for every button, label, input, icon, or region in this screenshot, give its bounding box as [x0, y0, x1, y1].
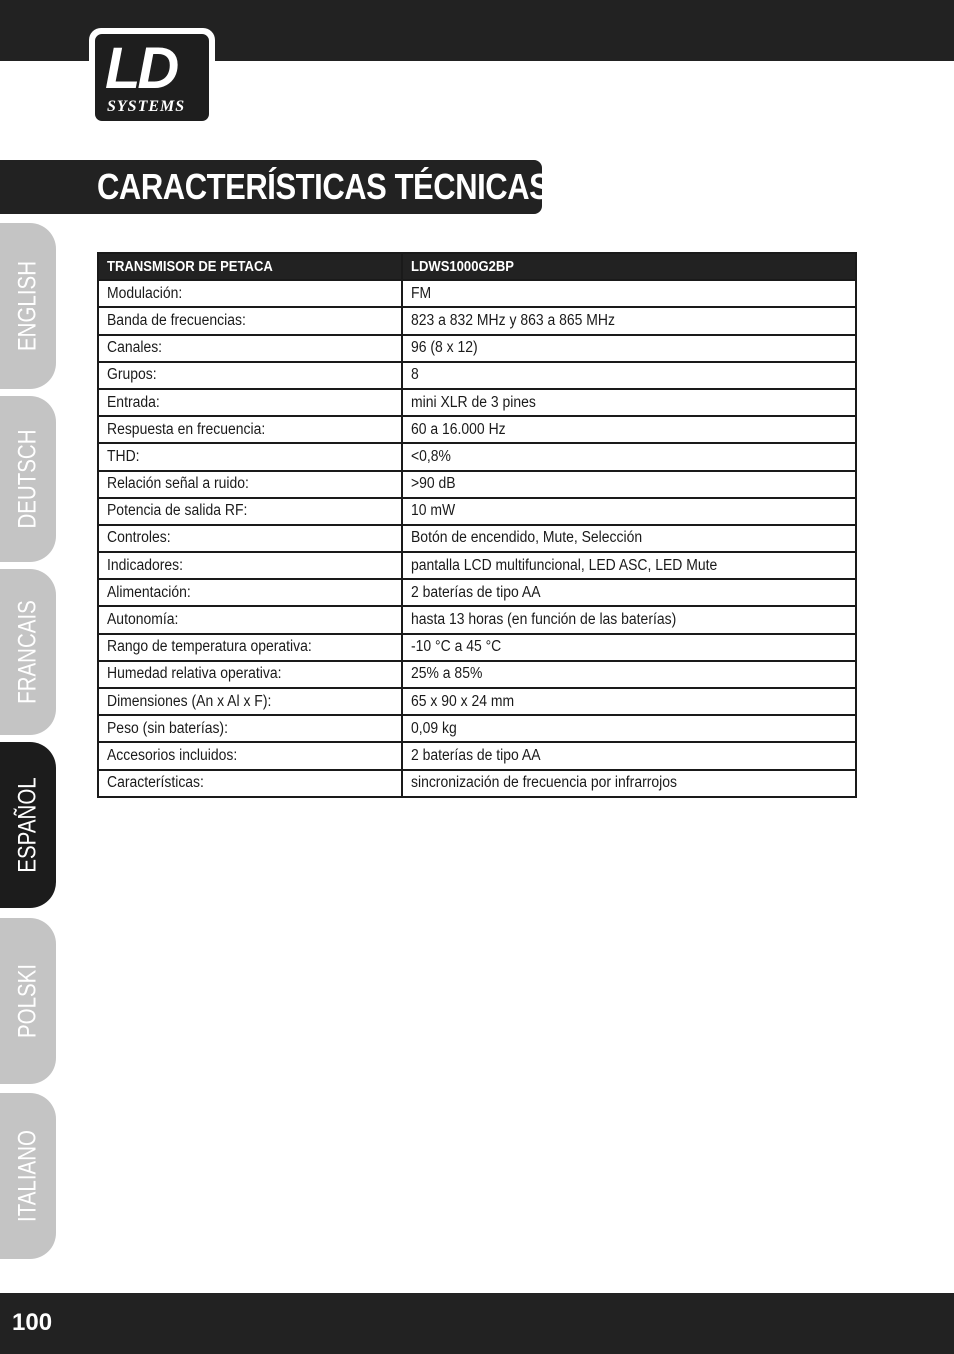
- table-row: [98, 688, 856, 715]
- table-row: [98, 770, 856, 797]
- table-row: [98, 335, 856, 362]
- spec-value-cell: Botón de encendido, Mute, Selección: [402, 525, 856, 552]
- table-row: [98, 552, 856, 579]
- table-header-cell: LDWS1000G2BP: [402, 253, 856, 280]
- spec-value-cell: 25% a 85%: [402, 661, 856, 688]
- spec-value-cell: pantalla LCD multifuncional, LED ASC, LED Mute: [402, 552, 856, 579]
- tab-label: FRANCAIS: [13, 600, 42, 704]
- spec-value-cell: sincronización de frecuencia por infrarrojos: [402, 770, 856, 797]
- spec-value-cell: <0,8%: [402, 443, 856, 470]
- spec-label-cell: Dimensiones (An x Al x F):: [98, 688, 402, 715]
- tab-label: ESPAÑOL: [13, 777, 42, 873]
- spec-value-cell: 10 mW: [402, 498, 856, 525]
- spec-label-cell: Entrada:: [98, 389, 402, 416]
- spec-label-cell: Respuesta en frecuencia:: [98, 416, 402, 443]
- spec-label-cell: Alimentación:: [98, 579, 402, 606]
- spec-label-cell: THD:: [98, 443, 402, 470]
- tab-deutsch[interactable]: [0, 396, 56, 562]
- table-row: [98, 525, 856, 552]
- table-row: [98, 443, 856, 470]
- spec-label-cell: Controles:: [98, 525, 402, 552]
- spec-label-cell: Grupos:: [98, 362, 402, 389]
- spec-label-cell: Autonomía:: [98, 606, 402, 633]
- table-row: [98, 389, 856, 416]
- spec-label-cell: Canales:: [98, 335, 402, 362]
- spec-label-cell: Humedad relativa operativa:: [98, 661, 402, 688]
- spec-value-cell: 8: [402, 362, 856, 389]
- page-title: [97, 165, 555, 212]
- table-row: [98, 661, 856, 688]
- spec-value-cell: 60 a 16.000 Hz: [402, 416, 856, 443]
- spec-value-cell: 65 x 90 x 24 mm: [402, 688, 856, 715]
- tab-espanol[interactable]: [0, 742, 56, 908]
- tab-polski[interactable]: [0, 918, 56, 1084]
- spec-value-cell: mini XLR de 3 pines: [402, 389, 856, 416]
- spec-label-cell: Relación señal a ruido:: [98, 471, 402, 498]
- spec-label-cell: Modulación:: [98, 280, 402, 307]
- table-row: [98, 416, 856, 443]
- spec-value-cell: 2 baterías de tipo AA: [402, 742, 856, 769]
- spec-value-cell: hasta 13 horas (en función de las baterías): [402, 606, 856, 633]
- table-row: [98, 634, 856, 661]
- table-header-row: [98, 253, 856, 280]
- table-row: [98, 715, 856, 742]
- table-row: [98, 280, 856, 307]
- logo-ld-text: LD: [105, 36, 177, 101]
- tab-label: ENGLISH: [13, 260, 42, 352]
- table-row: [98, 471, 856, 498]
- bottom-bar: [0, 1293, 954, 1354]
- table-row: [98, 307, 856, 334]
- spec-table: [97, 252, 857, 798]
- spec-value-cell: >90 dB: [402, 471, 856, 498]
- tab-francais[interactable]: [0, 569, 56, 735]
- page-title-colon: :: [549, 175, 556, 205]
- tab-english[interactable]: [0, 223, 56, 389]
- spec-value-cell: 0,09 kg: [402, 715, 856, 742]
- spec-value-cell: 823 a 832 MHz y 863 a 865 MHz: [402, 307, 856, 334]
- spec-label-cell: Rango de temperatura operativa:: [98, 634, 402, 661]
- table-row: [98, 606, 856, 633]
- page-title-text: CARACTERÍSTICAS TÉCNICAS: [97, 166, 550, 207]
- spec-label-cell: Características:: [98, 770, 402, 797]
- table-row: [98, 362, 856, 389]
- spec-label-cell: Indicadores:: [98, 552, 402, 579]
- logo-badge: [93, 32, 211, 123]
- table-header-cell: TRANSMISOR DE PETACA: [98, 253, 402, 280]
- spec-label-cell: Peso (sin baterías):: [98, 715, 402, 742]
- page-number: 100: [12, 1309, 53, 1336]
- spec-value-cell: -10 °C a 45 °C: [402, 634, 856, 661]
- tab-italiano[interactable]: [0, 1093, 56, 1259]
- ld-systems-logo: [89, 28, 215, 127]
- spec-label-cell: Accesorios incluidos:: [98, 742, 402, 769]
- tab-label: POLSKI: [13, 963, 42, 1039]
- spec-value-cell: 96 (8 x 12): [402, 335, 856, 362]
- table-row: [98, 742, 856, 769]
- spec-value-cell: FM: [402, 280, 856, 307]
- tab-label: DEUTSCH: [13, 429, 42, 529]
- tab-label: ITALIANO: [13, 1130, 42, 1222]
- spec-value-cell: 2 baterías de tipo AA: [402, 579, 856, 606]
- spec-label-cell: Potencia de salida RF:: [98, 498, 402, 525]
- spec-label-cell: Banda de frecuencias:: [98, 307, 402, 334]
- table-row: [98, 579, 856, 606]
- table-row: [98, 498, 856, 525]
- logo-systems-text: SYSTEMS: [107, 98, 186, 115]
